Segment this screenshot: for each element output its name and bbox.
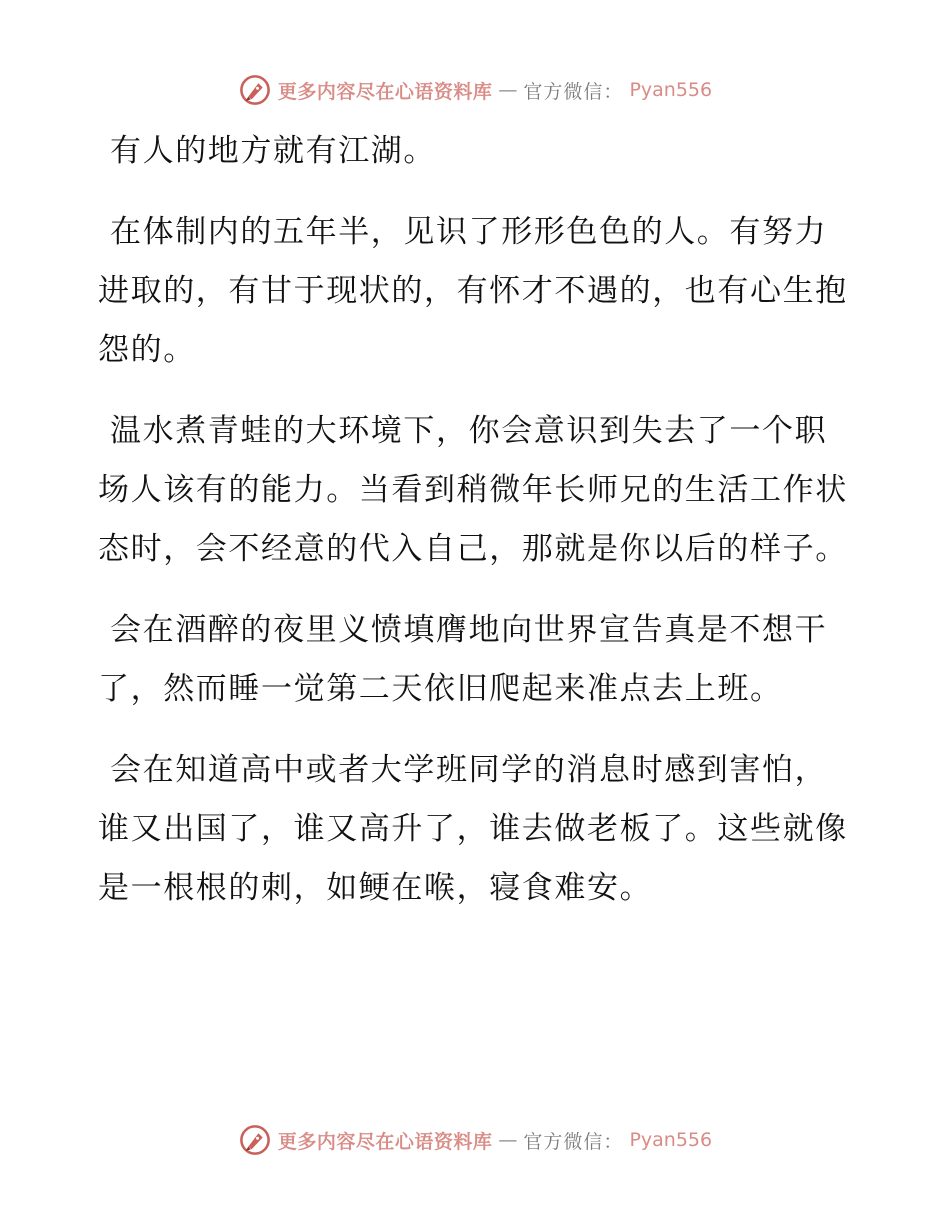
paragraph: 有人的地方就有江湖。	[110, 133, 436, 169]
watermark-separator: —	[498, 79, 518, 101]
paragraph: 会在酒醉的夜里义愤填膺地向世界宣告真是不想干了，然而睡一觉第二天依旧爬起来准点去上班。	[98, 612, 828, 707]
watermark-separator: —	[498, 1129, 518, 1151]
paragraph: 在体制内的五年半，见识了形形色色的人。有努力进取的，有甘于现状的，有怀才不遇的，也有心生抱怨的。	[98, 214, 848, 368]
pen-nib-logo-icon	[238, 73, 272, 107]
watermark-brand-text: 更多内容尽在心语资料库	[277, 80, 493, 103]
article-body	[98, 122, 850, 940]
watermark-brand-text: 更多内容尽在心语资料库	[277, 1130, 493, 1153]
watermark-wechat-id: Pyan556	[629, 79, 713, 101]
watermark-wechat-label: 官方微信：	[523, 80, 624, 103]
pen-nib-logo-icon	[238, 1123, 272, 1157]
header-watermark	[0, 70, 950, 110]
footer-watermark	[0, 1120, 950, 1160]
watermark-wechat-id: Pyan556	[629, 1129, 713, 1151]
paragraph: 温水煮青蛙的大环境下，你会意识到失去了一个职场人该有的能力。当看到稍微年长师兄的生活工作状态时，会不经意的代入自己，那就是你以后的样子。	[98, 413, 848, 567]
paragraph: 会在知道高中或者大学班同学的消息时感到害怕，谁又出国了，谁又高升了，谁去做老板了。这些就像是一根根的刺，如鲠在喉，寝食难安。	[98, 752, 848, 906]
watermark-wechat-label: 官方微信：	[523, 1130, 624, 1153]
